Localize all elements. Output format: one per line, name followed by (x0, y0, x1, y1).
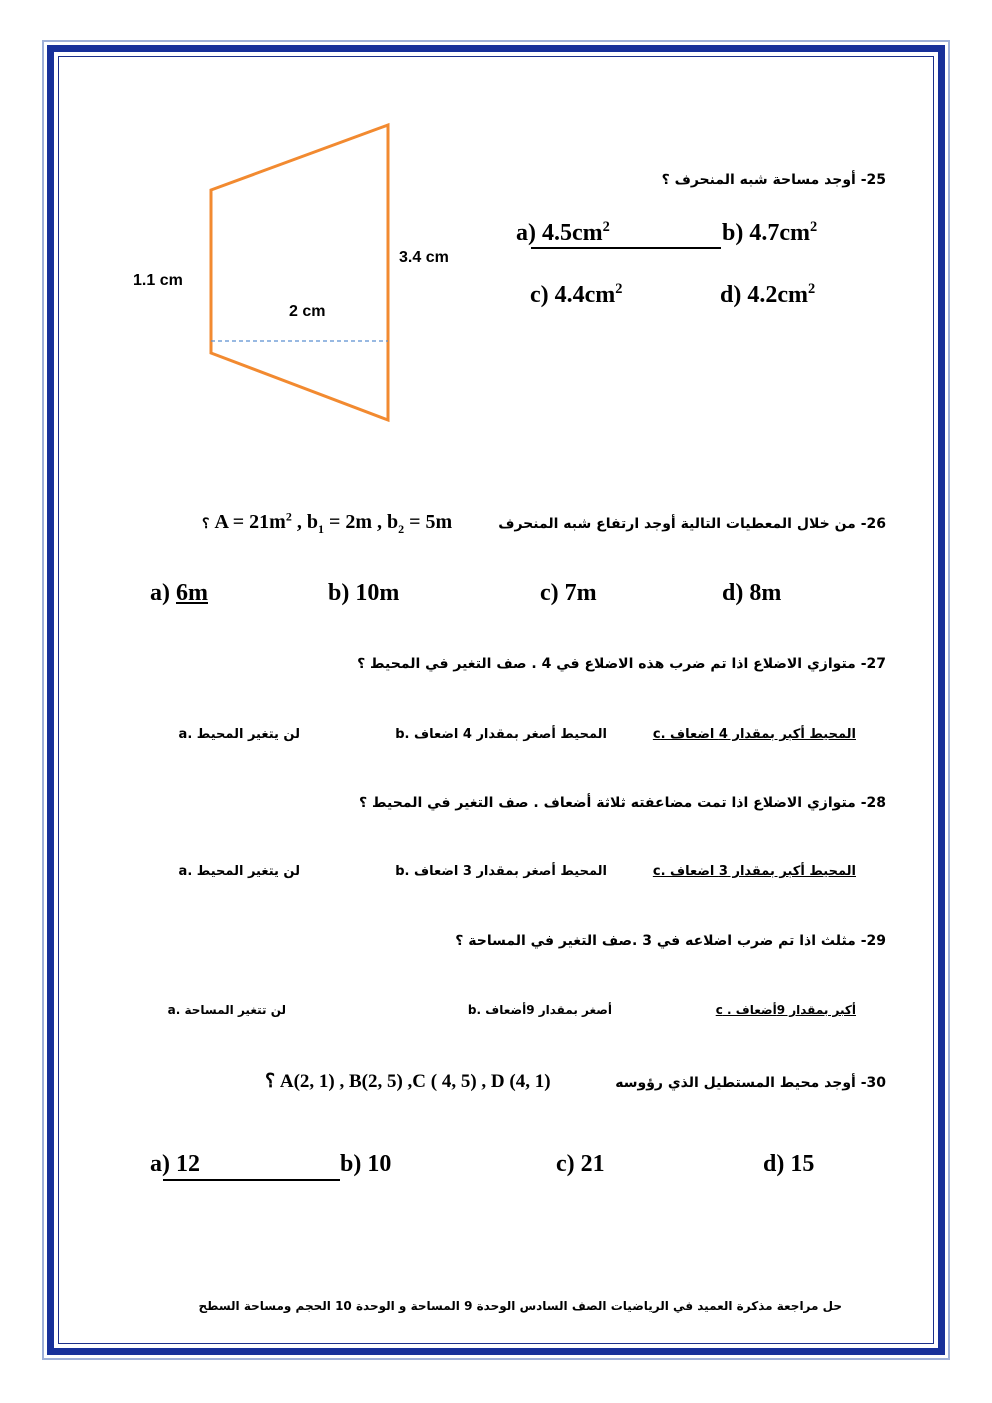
q26-option-c[interactable]: c) 7m (540, 580, 597, 606)
answer-underline (163, 1179, 340, 1181)
q25-option-d[interactable]: d) $4.2cm^2$ (720, 281, 816, 308)
q30-vertices: ؟ A(2, 1) , B(2, 5) ,C ( 4, 5) , D (4, 1) (265, 1071, 551, 1092)
q26-option-a[interactable]: a) 6m (150, 580, 208, 606)
q25-text: 25- أوجد مساحة شبه المنحرف ؟ (661, 172, 886, 188)
q25-option-c[interactable]: c) $4.4cm^2$ (530, 281, 623, 308)
q27-option-b[interactable]: المحيط أصغر بمقدار 4 اضعاف .b (395, 727, 607, 742)
q28-option-b[interactable]: المحيط أصغر بمقدار 3 اضعاف .b (395, 864, 607, 879)
q25-option-b[interactable]: b) $4.7cm^2$ (722, 219, 818, 246)
q25-option-a[interactable]: a) $4.5cm^2$ (516, 219, 610, 246)
trapezoid-shape (211, 125, 388, 420)
q30-option-c[interactable]: c) 21 (556, 1151, 605, 1177)
q26-option-b[interactable]: b) 10m (328, 580, 400, 606)
label-left-base: 1.1 cm (133, 272, 183, 289)
answer-underline (531, 247, 721, 249)
page-footer: حل مراجعة مذكرة العميد في الرياضيات الصف السادس الوحدة 9 المساحة و الوحدة 10 الحجم ومساحة السطح (198, 1299, 842, 1313)
q29-text: 29- مثلث اذا تم ضرب اضلاعه في 3 .صف التغير في المساحة ؟ (455, 933, 886, 949)
q27-text: 27- متوازي الاضلاع اذا تم ضرب هذه الاضلاع في 4 . صف التغير في المحيط ؟ (357, 656, 886, 672)
trapezoid-figure (150, 115, 480, 435)
q28-option-a[interactable]: لن يتغير المحيط .a (178, 864, 300, 879)
q26-option-d[interactable]: d) 8m (722, 580, 782, 606)
q30-option-d[interactable]: d) 15 (763, 1151, 815, 1177)
label-height: 2 cm (289, 303, 326, 320)
q27-option-c[interactable]: المحيط أكبر بمقدار 4 اضعاف .c (652, 727, 856, 742)
q30-text: 30- أوجد محيط المستطيل الذي رؤوسه (615, 1075, 886, 1091)
q26-text: 26- من خلال المعطيات التالية أوجد ارتفاع شبه المنحرف (498, 516, 886, 532)
q26-formula: ؟ $A = 21m^2$ , $b_1 = 2m$ , $b_2 = 5m$ (202, 509, 453, 536)
q28-text: 28- متوازي الاضلاع اذا تمت مضاعفته ثلاثة أضعاف . صف التغير في المحيط ؟ (359, 795, 886, 811)
q27-option-a[interactable]: لن يتغير المحيط .a (178, 727, 300, 742)
q29-option-b[interactable]: أصغر بمقدار 9أضعاف .b (467, 1003, 612, 1017)
label-right-base: 3.4 cm (399, 249, 449, 266)
q30-option-a[interactable]: a) 12 (150, 1151, 200, 1177)
q28-option-c[interactable]: المحيط أكبر بمقدار 3 اضعاف .c (652, 864, 856, 879)
q30-option-b[interactable]: b) 10 (340, 1151, 392, 1177)
q29-option-c[interactable]: أكبر بمقدار 9أضعاف . c (715, 1003, 856, 1017)
q29-option-a[interactable]: لن تتغير المساحة .a (167, 1003, 286, 1017)
